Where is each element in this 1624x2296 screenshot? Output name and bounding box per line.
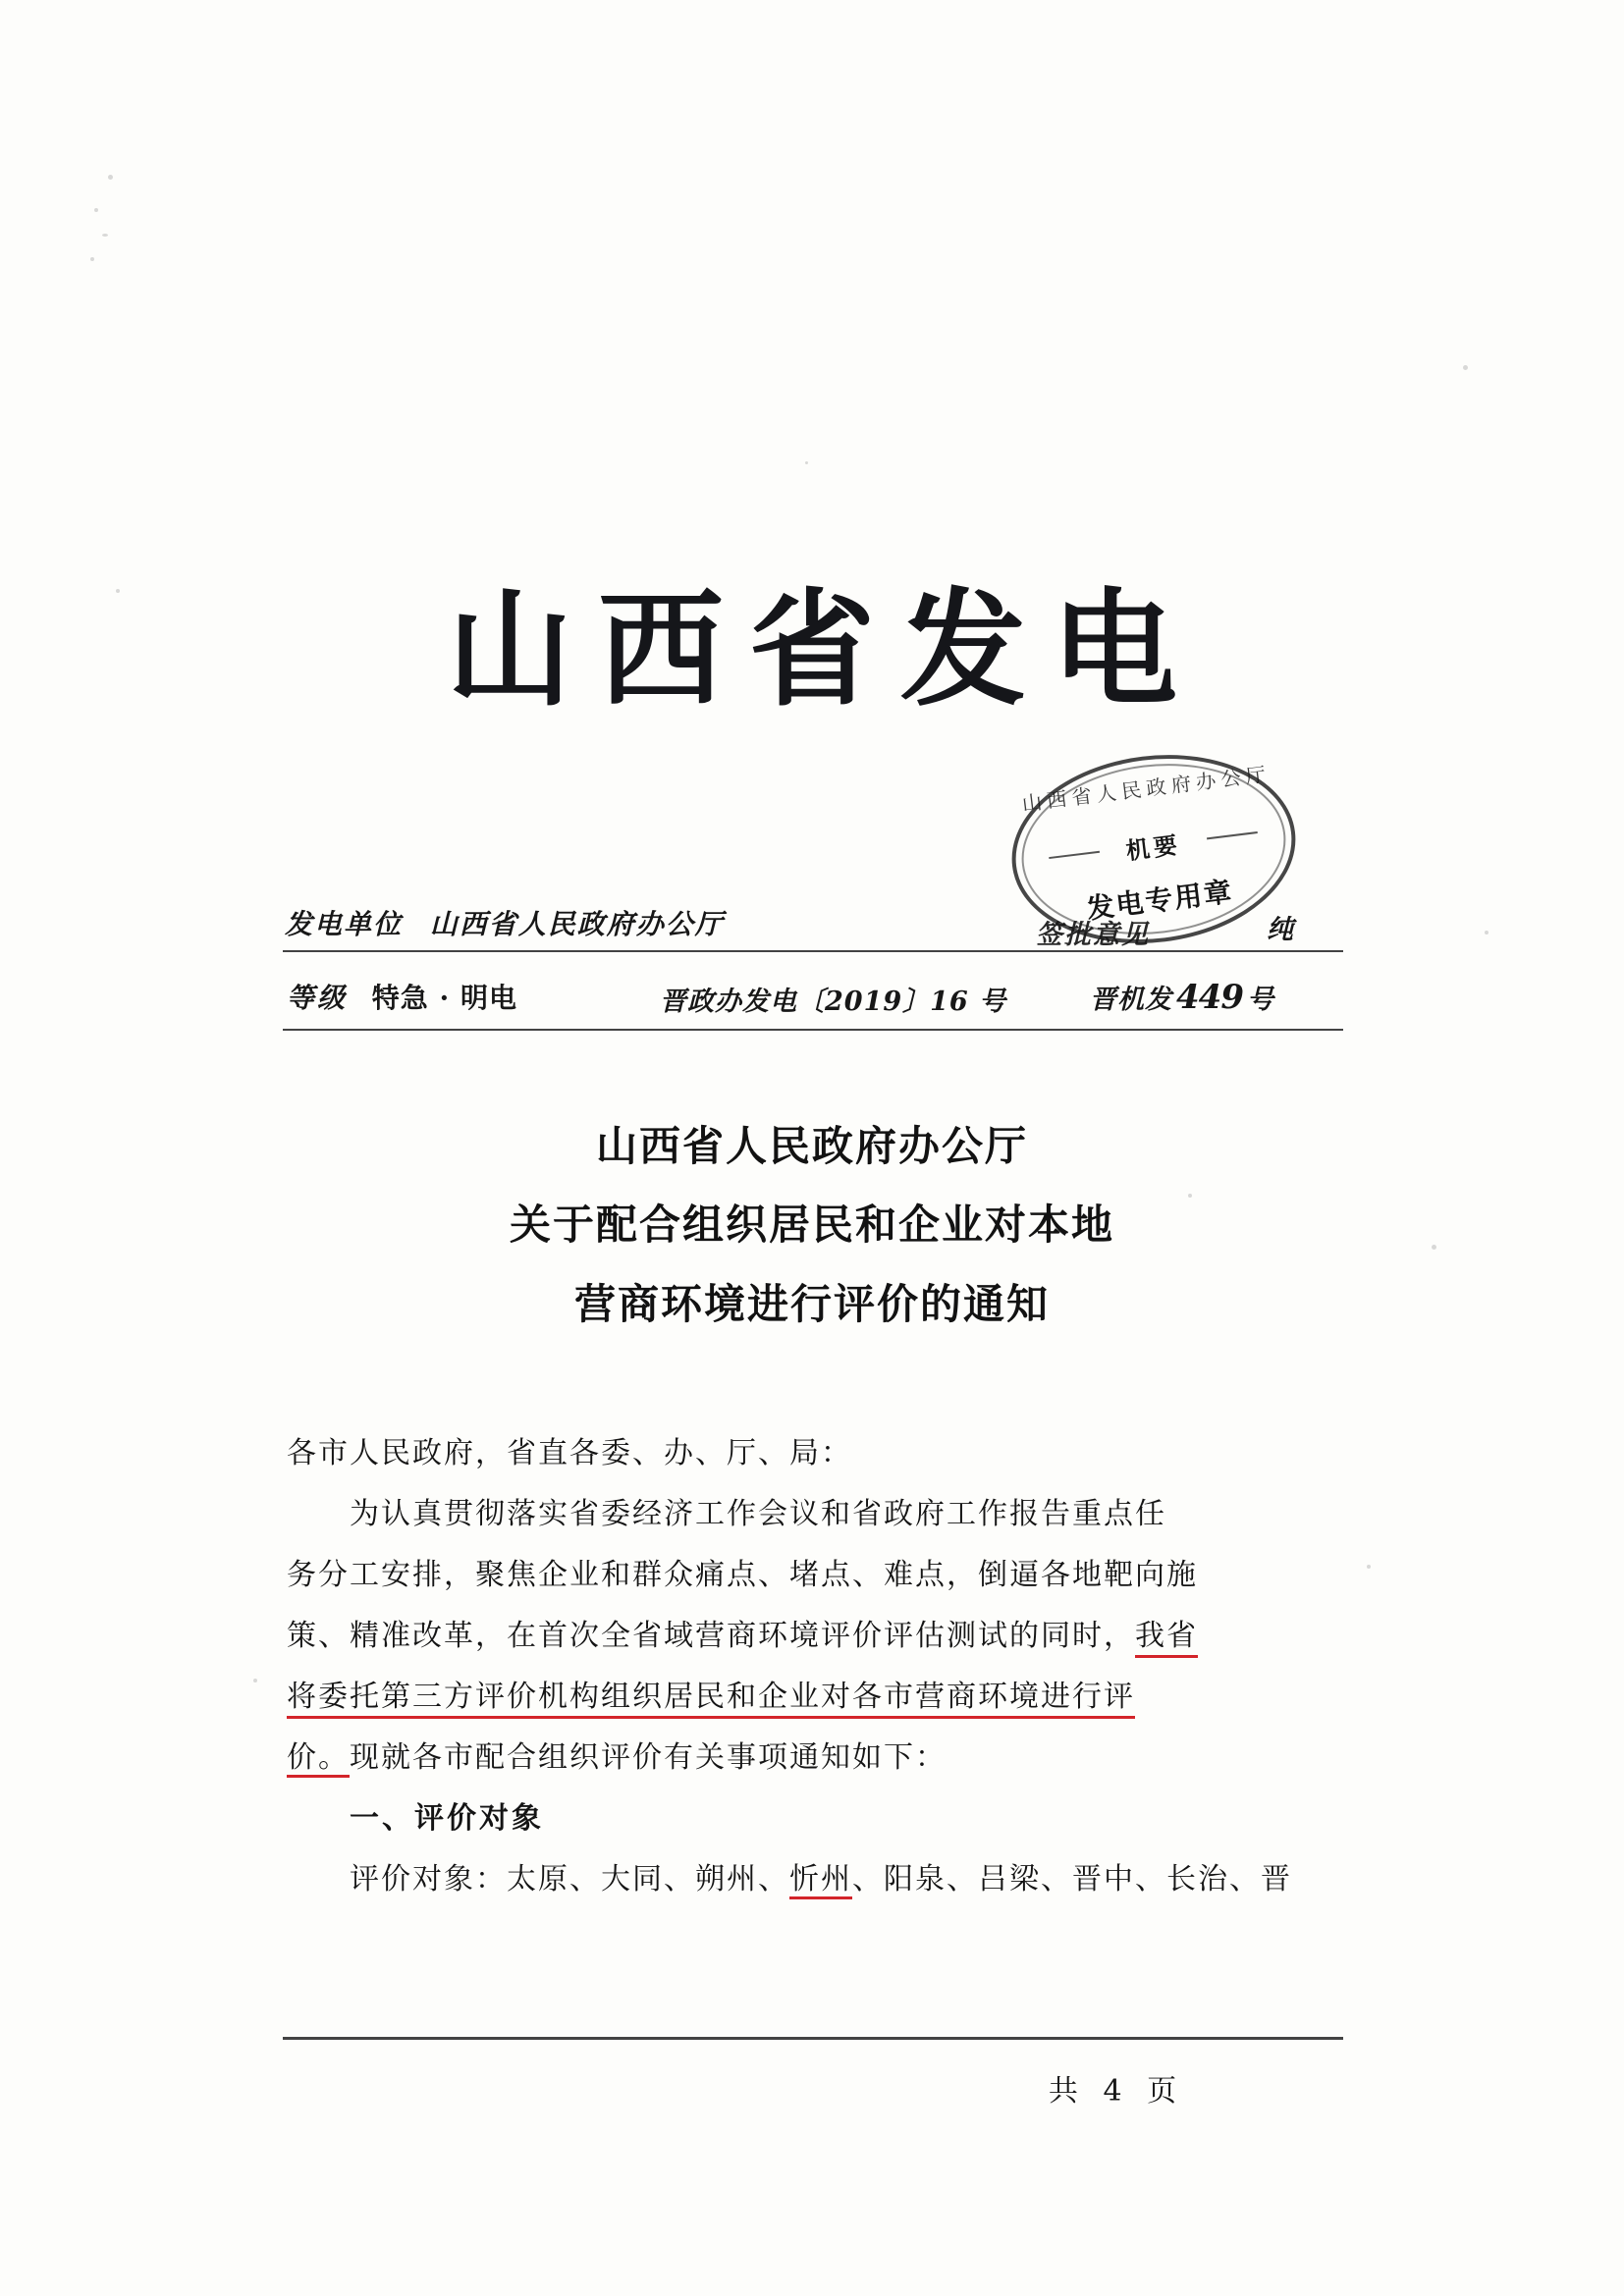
evaluation-target-highlighted: 忻州 (789, 1862, 852, 1899)
paragraph-line-4-underlined: 将委托第三方评价机构组织居民和企业对各市营商环境进行评 (287, 1680, 1135, 1719)
level-label: 等级 (287, 982, 349, 1014)
form-divider-top (283, 950, 1343, 952)
scan-speck (102, 234, 108, 237)
page-title-line3: 营商环境进行评价的通知 (573, 1280, 1050, 1328)
sender-label: 发电单位 (285, 908, 404, 940)
form-divider-bottom (283, 1029, 1343, 1031)
scan-speck (1367, 1565, 1371, 1569)
scan-speck (90, 257, 94, 261)
level-value: 特急 · 明电 (371, 982, 518, 1014)
jiji-number: 449 (1176, 978, 1243, 1017)
scan-speck (805, 461, 808, 464)
salutation: 各市人民政府，省直各委、办、厅、局： (287, 1436, 852, 1470)
paragraph-line-4 (287, 1667, 1347, 1728)
paragraph-line-3-plain: 策、精准改革，在首次全省域营商环境评价评估测试的同时， (287, 1619, 1135, 1653)
page-count: 共 4 页 (1048, 2074, 1185, 2109)
seal-bottom-text: 发电专用章 (1084, 875, 1235, 926)
seal-arc-text: 山西省人民政府办公厅 (1020, 762, 1272, 816)
evaluation-targets-a: 评价对象：太原、大同、朔州、 (350, 1862, 789, 1896)
paragraph-line-3-underlined: 我省 (1135, 1619, 1198, 1658)
masthead-title: 山西省发电 (446, 576, 1203, 723)
scan-speck (253, 1679, 257, 1682)
scan-speck (1463, 365, 1468, 370)
document-text (287, 1423, 1347, 1910)
document-number: 晋政办发电〔2019〕16 号 (660, 987, 1007, 1017)
scan-speck (94, 208, 98, 212)
scan-speck (108, 175, 113, 180)
sender-row (285, 903, 725, 942)
sign-label: 签批意见 (1036, 920, 1150, 950)
paragraph-line-2: 务分工安排，聚焦企业和群众痛点、堵点、难点，倒逼各地靶向施 (287, 1558, 1198, 1592)
page-title-line2: 关于配合组织居民和企业对本地 (509, 1201, 1114, 1249)
footer-divider (283, 2037, 1343, 2040)
paragraph-line-5-plain: 现就各市配合组织评价有关事项通知如下： (350, 1740, 947, 1775)
level-row (287, 977, 517, 1016)
paragraph-line-5-underlined: 价。 (287, 1740, 350, 1778)
scan-speck (1485, 931, 1489, 934)
page-title-line1: 山西省人民政府办公厅 (595, 1122, 1028, 1170)
sign-value: 纯 (1267, 915, 1293, 945)
paragraph-line-5 (287, 1728, 1347, 1789)
evaluation-targets-b: 、阳泉、吕梁、晋中、长治、晋 (852, 1862, 1292, 1896)
paragraph-line-3 (287, 1606, 1347, 1667)
section-heading-1: 一、评价对象 (350, 1801, 544, 1836)
seal-middle-text: 机要 (1010, 811, 1297, 880)
sender-value: 山西省人民政府办公厅 (429, 908, 725, 940)
jiji-number-row (1090, 978, 1274, 1017)
section-1-content (287, 1849, 1347, 1910)
paragraph-line-1: 为认真贯彻落实省委经济工作会议和省政府工作报告重点任 (350, 1497, 1166, 1531)
jiji-prefix: 晋机发 (1090, 985, 1172, 1015)
jiji-suffix: 号 (1246, 985, 1274, 1015)
